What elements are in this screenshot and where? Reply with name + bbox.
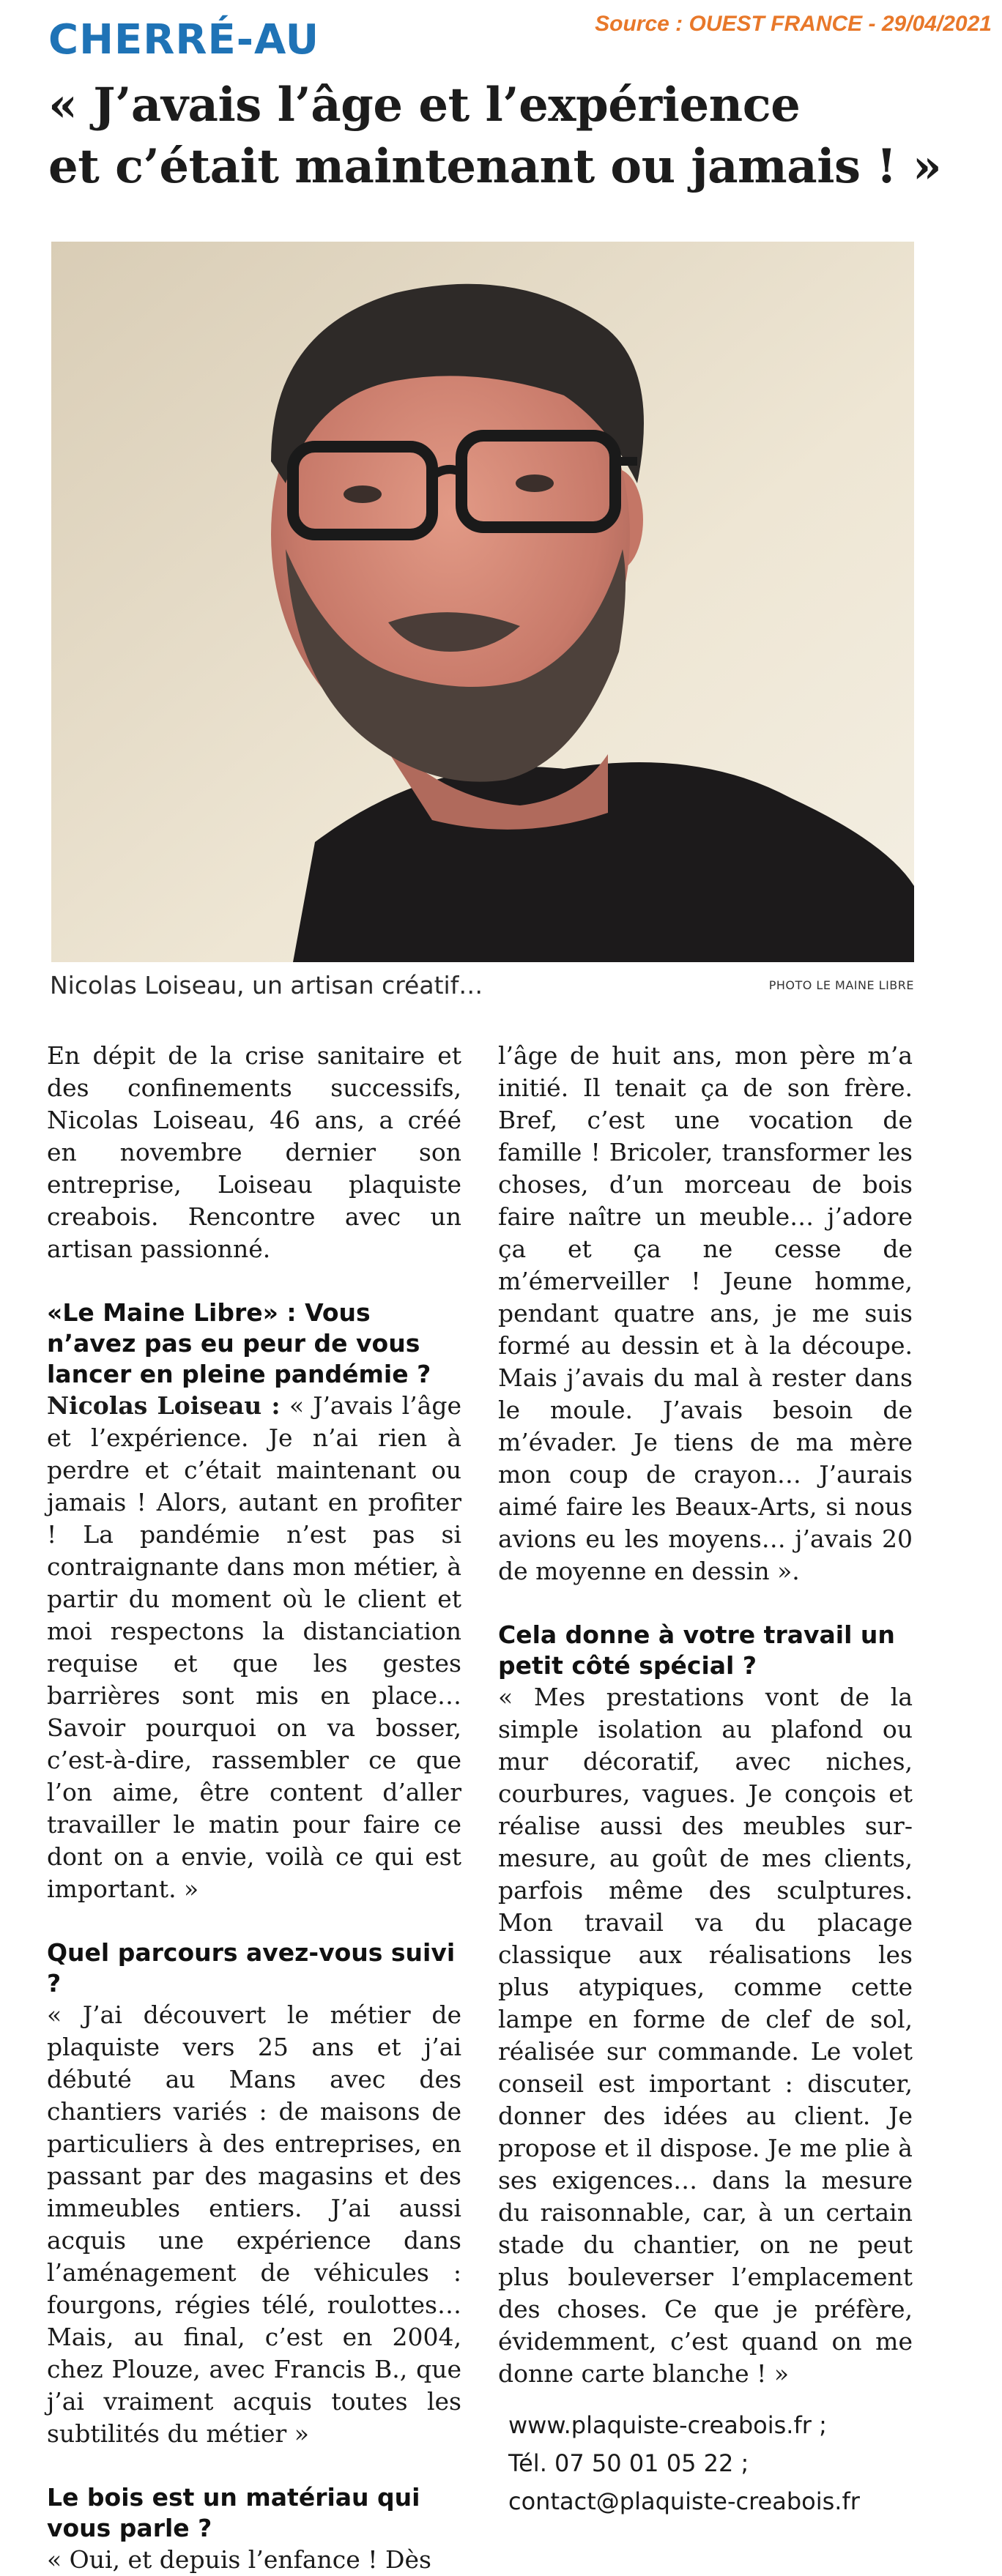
- portrait-photo: [51, 242, 914, 962]
- question-1: «Le Maine Libre» : Vous n’avez pas eu peur de vous lancer en pleine pandémie ?: [47, 1298, 431, 1388]
- answer-3-continued: l’âge de huit ans, mon père m’a initié. Il tenait ça de son frère. Bref, c’est une vocation de famille ! Bricoler, transformer les choses, d’un morceau de bois faire naître un meuble… j’adore ça et ça ne cesse de m’émerveiller ! Jeune homme, pendant quatre ans, je me suis formé au dessin et à la découpe. Mais j’avais du mal à rester dans le moule. J’avais besoin de m’évader. Je tiens de ma mère mon coup de crayon… J’aurais aimé faire les Beaux-Arts, si nous avions eu les moyens… j’avais 20 de moyenne en dessin ».: [498, 1041, 913, 1585]
- question-4: Cela donne à votre travail un petit côté spécial ?: [498, 1620, 895, 1680]
- source-credit: Source : OUEST FRANCE - 29/04/2021: [595, 12, 992, 36]
- section-kicker: CHERRÉ-AU: [48, 16, 320, 64]
- answer-1: [47, 1390, 461, 1905]
- question-2: Quel parcours avez-vous suivi ?: [47, 1938, 456, 1998]
- headline-line-1: « J’avais l’âge et l’expérience: [48, 78, 801, 133]
- photo-credit: PHOTO LE MAINE LIBRE: [768, 978, 914, 992]
- photo-caption: Nicolas Loiseau, un artisan créatif…: [50, 971, 483, 999]
- answer-1-text: « J’avais l’âge et l’expérience. Je n’ai rien à perdre et c’était maintenant ou jamais ! Alors, autant en profiter ! La pandémie n’est pas si contraignante dans mon métier, à partir du moment où le client et moi respectons la distanciation requise et que les gestes barrières sont mis en place… Savoir pourquoi on va bosser, c’est-à-dire, rassembler ce que l’on aime, être content d’aller travailler le matin pour faire ce dont on a envie, voilà ce qui est important. »: [47, 1391, 461, 1903]
- answer-2: « J’ai découvert le métier de plaquiste vers 25 ans et j’ai débuté au Mans avec des chantiers variés : de maisons de particuliers à des entreprises, en passant par des magasins et des immeubles entiers. J’ai aussi acquis une expérience dans l’aménagement de véhicules : fourgons, régies télé, roulottes… Mais, au final, c’est en 2004, chez Plouze, avec Francis B., que j’ai vraiment acquis toutes les subtilités du métier »: [47, 2000, 461, 2448]
- article-column-1: [47, 1040, 461, 2576]
- headline-line-2: et c’était maintenant ou jamais ! »: [48, 139, 942, 194]
- article-headline: [48, 75, 971, 198]
- article-intro: En dépit de la crise sanitaire et des confinements successifs, Nicolas Loiseau, 46 ans, a créé en novembre dernier son entreprise, Loiseau plaquiste creabois. Rencontre avec un artisan passionné.: [47, 1041, 461, 1263]
- answer-3-start: « Oui, et depuis l’enfance ! Dès: [47, 2545, 431, 2574]
- website-link[interactable]: www.plaquiste-creabois.fr ;: [508, 2411, 827, 2439]
- phone-number: Tél. 07 50 01 05 22 ;: [508, 2449, 749, 2477]
- question-3: Le bois est un matériau qui vous parle ?: [47, 2483, 420, 2542]
- email-link[interactable]: contact@plaquiste-creabois.fr: [508, 2487, 860, 2515]
- speaker-name: Nicolas Loiseau :: [47, 1391, 281, 1420]
- contact-info: [508, 2406, 860, 2520]
- article-column-2: [498, 1040, 913, 2390]
- portrait-illustration: [51, 242, 914, 962]
- answer-4: « Mes prestations vont de la simple isolation au plafond ou mur décoratif, avec niches, courbures, vagues. Je conçois et réalise aussi des meubles sur-mesure, au goût de mes clients, parfois même des sculptures. Mon travail va du placage classique aux réalisations les plus atypiques, comme cette lampe en forme de clef de sol, réalisée sur commande. Le volet conseil est important : discuter, donner des idées au client. Je propose et il dispose. Je me plie à ses exigences… dans la mesure du raisonnable, car, à un certain stade du chantier, on ne peut plus bouleverser l’emplacement des choses. Ce que je préfère, évidemment, c’est quand on me donne carte blanche ! »: [498, 1683, 913, 2388]
